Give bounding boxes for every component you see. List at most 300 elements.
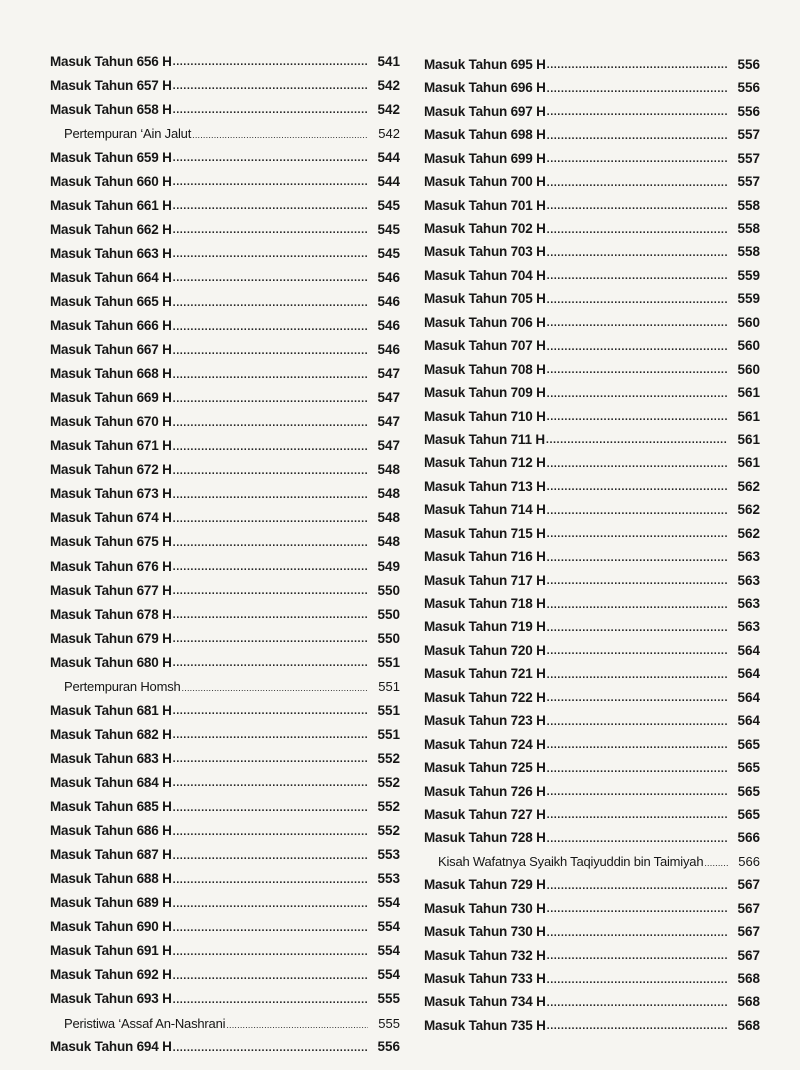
entry-page-number: 556 [737, 56, 760, 72]
toc-entry [424, 236, 760, 259]
entry-title: Masuk Tahun 658 H [50, 101, 172, 117]
toc-left-column [50, 44, 400, 1054]
toc-entry [424, 611, 760, 634]
toc-subentry [50, 1006, 400, 1030]
dot-leader [173, 1043, 368, 1054]
entry-page-number: 565 [737, 783, 760, 799]
entry-page-number: 565 [737, 760, 760, 776]
dot-leader [173, 754, 368, 765]
dot-leader [173, 827, 368, 838]
entry-page-number: 549 [377, 558, 400, 574]
entry-page-number: 555 [377, 991, 400, 1007]
dot-leader [173, 803, 368, 814]
toc-entry [424, 540, 760, 563]
dot-leader [547, 1021, 728, 1032]
toc-entry [424, 704, 760, 727]
toc-entry [424, 868, 760, 891]
entry-title: Masuk Tahun 683 H [50, 750, 172, 766]
entry-page-number: 552 [377, 750, 400, 766]
dot-leader [547, 459, 728, 470]
entry-title: Masuk Tahun 672 H [50, 462, 172, 478]
dot-leader [173, 490, 368, 501]
entry-page-number: 547 [377, 366, 400, 382]
entry-page-number: 546 [377, 269, 400, 285]
entry-title: Masuk Tahun 726 H [424, 783, 546, 799]
entry-page-number: 564 [737, 713, 760, 729]
toc-entry [50, 188, 400, 212]
toc-entry [424, 681, 760, 704]
entry-page-number: 565 [737, 736, 760, 752]
entry-title: Masuk Tahun 689 H [50, 895, 172, 911]
toc-entry [50, 645, 400, 669]
entry-title: Masuk Tahun 710 H [424, 408, 546, 424]
toc-entry [50, 525, 400, 549]
entry-page-number: 559 [737, 291, 760, 307]
dot-leader [173, 778, 368, 789]
dot-leader [547, 764, 728, 775]
dot-leader [173, 538, 368, 549]
entry-title: Masuk Tahun 698 H [424, 127, 546, 143]
entry-title: Masuk Tahun 730 H [424, 924, 546, 940]
entry-page-number: 544 [377, 173, 400, 189]
toc-entry [50, 934, 400, 958]
entry-page-number: 562 [737, 502, 760, 518]
dot-leader [547, 834, 728, 845]
entry-title: Masuk Tahun 723 H [424, 713, 546, 729]
entry-title: Masuk Tahun 665 H [50, 294, 172, 310]
entry-title: Masuk Tahun 721 H [424, 666, 546, 682]
toc-entry [50, 765, 400, 789]
entry-title: Masuk Tahun 674 H [50, 510, 172, 526]
toc-entry [50, 333, 400, 357]
dot-leader [547, 717, 728, 728]
dot-leader [226, 1021, 368, 1030]
entry-page-number: 557 [737, 150, 760, 166]
entry-title: Masuk Tahun 705 H [424, 291, 546, 307]
entry-page-number: 552 [377, 799, 400, 814]
entry-title: Masuk Tahun 703 H [424, 244, 546, 260]
dot-leader [173, 706, 368, 717]
entry-title: Masuk Tahun 729 H [424, 877, 546, 893]
dot-leader [547, 553, 728, 564]
toc-entry [424, 446, 760, 469]
entry-title: Masuk Tahun 700 H [424, 174, 546, 190]
dot-leader [547, 975, 728, 986]
dot-leader [547, 365, 728, 376]
toc-entry [50, 68, 400, 92]
toc-entry [424, 564, 760, 587]
entry-page-number: 564 [737, 642, 760, 658]
entry-page-number: 554 [377, 967, 400, 983]
entry-page-number: 556 [377, 1039, 400, 1055]
entry-title: Masuk Tahun 684 H [50, 774, 172, 790]
entry-page-number: 551 [377, 702, 400, 718]
entry-title: Masuk Tahun 692 H [50, 967, 172, 983]
entry-page-number: 546 [377, 318, 400, 334]
entry-title: Masuk Tahun 685 H [50, 799, 172, 814]
dot-leader [547, 928, 728, 939]
toc-entry [424, 423, 760, 446]
entry-page-number: 548 [377, 486, 400, 502]
dot-leader [547, 389, 728, 400]
entry-page-number: 567 [737, 900, 760, 916]
dot-leader [547, 131, 728, 142]
toc-entry [424, 329, 760, 352]
entry-page-number: 565 [737, 806, 760, 822]
entry-page-number: 568 [737, 971, 760, 986]
entry-title: Kisah Wafatnya Syaikh Taqiyuddin bin Taimiyah [438, 854, 704, 870]
entry-title: Masuk Tahun 702 H [424, 221, 546, 236]
entry-page-number: 541 [377, 53, 400, 69]
entry-page-number: 545 [377, 197, 400, 213]
entry-page-number: 567 [737, 947, 760, 963]
entry-title: Masuk Tahun 678 H [50, 606, 172, 622]
toc-entry [50, 597, 400, 621]
toc-entry [50, 741, 400, 765]
toc-subentry [50, 669, 400, 693]
entry-page-number: 558 [737, 197, 760, 213]
dot-leader [173, 153, 368, 164]
dot-leader [173, 249, 368, 260]
entry-title: Masuk Tahun 661 H [50, 197, 172, 213]
entry-title: Masuk Tahun 695 H [424, 56, 546, 72]
toc-entry [50, 309, 400, 333]
toc-entry [50, 140, 400, 164]
entry-page-number: 542 [377, 101, 400, 117]
entry-title: Masuk Tahun 656 H [50, 53, 172, 69]
entry-title: Masuk Tahun 699 H [424, 150, 546, 166]
dot-leader [173, 466, 368, 477]
entry-page-number: 545 [377, 245, 400, 261]
dot-leader [173, 394, 368, 405]
toc-entry [424, 165, 760, 188]
toc-entry [50, 92, 400, 116]
entry-page-number: 546 [377, 342, 400, 358]
dot-leader [173, 923, 368, 934]
entry-title: Masuk Tahun 709 H [424, 385, 546, 401]
entry-page-number: 558 [737, 244, 760, 260]
toc-entry [424, 939, 760, 962]
entry-page-number: 562 [737, 478, 760, 494]
toc-entry [424, 95, 760, 118]
entry-page-number: 551 [377, 726, 400, 742]
toc-entry [424, 986, 760, 1009]
dot-leader [547, 646, 728, 657]
entry-page-number: 548 [377, 510, 400, 526]
toc-entry [424, 142, 760, 165]
entry-page-number: 563 [737, 619, 760, 635]
dot-leader [547, 248, 728, 259]
dot-leader [547, 271, 728, 282]
entry-page-number: 556 [737, 103, 760, 119]
toc-entry [424, 915, 760, 938]
entry-title: Masuk Tahun 716 H [424, 549, 546, 565]
entry-page-number: 551 [378, 679, 400, 695]
entry-title: Masuk Tahun 663 H [50, 245, 172, 261]
entry-title: Masuk Tahun 724 H [424, 736, 546, 752]
toc-right-column [424, 48, 760, 1032]
entry-title: Masuk Tahun 694 H [50, 1039, 172, 1055]
toc-entry [424, 189, 760, 212]
dot-leader [547, 740, 728, 751]
entry-page-number: 552 [377, 774, 400, 790]
dot-leader [547, 60, 728, 71]
entry-page-number: 548 [377, 462, 400, 478]
entry-page-number: 563 [737, 549, 760, 565]
entry-title: Masuk Tahun 682 H [50, 726, 172, 742]
entry-title: Masuk Tahun 660 H [50, 173, 172, 189]
entry-title: Masuk Tahun 670 H [50, 414, 172, 430]
entry-title: Masuk Tahun 732 H [424, 947, 546, 963]
dot-leader [173, 105, 368, 116]
entry-title: Masuk Tahun 717 H [424, 572, 546, 588]
dot-leader [173, 730, 368, 741]
toc-entry [424, 376, 760, 399]
entry-title: Masuk Tahun 688 H [50, 871, 172, 887]
entry-title: Masuk Tahun 734 H [424, 994, 546, 1010]
toc-entry [424, 48, 760, 71]
entry-title: Masuk Tahun 697 H [424, 103, 546, 119]
entry-page-number: 547 [377, 390, 400, 406]
toc-entry [424, 71, 760, 94]
toc-entry [424, 657, 760, 680]
entry-title: Masuk Tahun 727 H [424, 806, 546, 822]
toc-entry [424, 1009, 760, 1032]
toc-entry [50, 982, 400, 1006]
entry-title: Masuk Tahun 696 H [424, 80, 546, 96]
toc-entry [424, 493, 760, 516]
toc-entry [424, 282, 760, 305]
entry-page-number: 564 [737, 689, 760, 705]
entry-page-number: 563 [737, 572, 760, 588]
dot-leader [547, 506, 728, 517]
dot-leader [173, 562, 368, 573]
dot-leader [173, 514, 368, 525]
dot-leader [547, 107, 728, 118]
toc-entry [50, 1030, 400, 1054]
dot-leader [173, 418, 368, 429]
entry-title: Masuk Tahun 713 H [424, 478, 546, 494]
toc-entry [424, 728, 760, 751]
toc-entry [50, 862, 400, 886]
entry-page-number: 547 [377, 414, 400, 430]
entry-title: Masuk Tahun 693 H [50, 991, 172, 1007]
dot-leader [173, 610, 368, 621]
entry-title: Masuk Tahun 730 H [424, 900, 546, 916]
entry-title: Masuk Tahun 659 H [50, 149, 172, 165]
dot-leader [547, 998, 728, 1009]
toc-entry [424, 962, 760, 985]
dot-leader [546, 435, 728, 446]
entry-title: Masuk Tahun 668 H [50, 366, 172, 382]
dot-leader [547, 576, 728, 587]
dot-leader [547, 600, 728, 611]
toc-entry [50, 886, 400, 910]
dot-leader [547, 881, 728, 892]
entry-title: Masuk Tahun 669 H [50, 390, 172, 406]
entry-page-number: 568 [737, 1017, 760, 1033]
dot-leader [547, 84, 728, 95]
entry-page-number: 560 [737, 338, 760, 354]
dot-leader [547, 904, 728, 915]
entry-page-number: 554 [377, 895, 400, 911]
toc-entry [50, 284, 400, 308]
dot-leader [173, 899, 368, 910]
entry-title: Masuk Tahun 718 H [424, 596, 546, 611]
dot-leader [173, 225, 368, 236]
entry-page-number: 561 [737, 385, 760, 401]
dot-leader [173, 851, 368, 862]
entry-title: Masuk Tahun 673 H [50, 486, 172, 502]
toc-entry [50, 838, 400, 862]
dot-leader [173, 57, 368, 68]
dot-leader [173, 875, 368, 886]
dot-leader [547, 412, 728, 423]
entry-title: Masuk Tahun 687 H [50, 847, 172, 863]
entry-title: Masuk Tahun 733 H [424, 971, 546, 986]
toc-entry [424, 212, 760, 235]
entry-page-number: 567 [737, 924, 760, 940]
entry-page-number: 567 [737, 877, 760, 893]
entry-page-number: 542 [377, 77, 400, 93]
entry-title: Pertempuran Homsh [64, 679, 181, 695]
toc-entry [424, 306, 760, 329]
toc-entry [50, 477, 400, 501]
entry-page-number: 550 [377, 606, 400, 622]
toc-entry [50, 164, 400, 188]
entry-page-number: 542 [378, 126, 400, 142]
entry-page-number: 553 [377, 871, 400, 887]
dot-leader [547, 154, 728, 165]
toc-entry [50, 260, 400, 284]
dot-leader [173, 370, 368, 381]
entry-page-number: 568 [737, 994, 760, 1010]
entry-title: Masuk Tahun 708 H [424, 361, 546, 377]
toc-entry [50, 212, 400, 236]
entry-title: Masuk Tahun 666 H [50, 318, 172, 334]
dot-leader [173, 177, 368, 188]
entry-page-number: 560 [737, 314, 760, 330]
dot-leader [173, 322, 368, 333]
dot-leader [173, 658, 368, 669]
entry-page-number: 559 [737, 267, 760, 283]
entry-title: Masuk Tahun 714 H [424, 502, 546, 518]
entry-title: Masuk Tahun 735 H [424, 1017, 546, 1033]
dot-leader [547, 951, 728, 962]
entry-page-number: 555 [378, 1015, 400, 1031]
entry-page-number: 550 [377, 582, 400, 598]
dot-leader [547, 693, 728, 704]
toc-entry [424, 353, 760, 376]
entry-page-number: 566 [737, 830, 760, 846]
entry-title: Masuk Tahun 719 H [424, 619, 546, 635]
dot-leader [547, 810, 728, 821]
dot-leader [173, 201, 368, 212]
toc-entry [424, 775, 760, 798]
entry-title: Masuk Tahun 675 H [50, 534, 172, 550]
entry-page-number: 548 [377, 534, 400, 550]
entry-page-number: 561 [737, 408, 760, 424]
toc-entry [50, 621, 400, 645]
entry-page-number: 556 [737, 80, 760, 96]
entry-title: Masuk Tahun 722 H [424, 689, 546, 705]
entry-title: Masuk Tahun 681 H [50, 702, 172, 718]
entry-title: Masuk Tahun 671 H [50, 438, 172, 454]
toc-entry [50, 357, 400, 381]
dot-leader [173, 971, 368, 982]
toc-entry [50, 693, 400, 717]
entry-title: Masuk Tahun 712 H [424, 455, 546, 471]
dot-leader [173, 273, 368, 284]
dot-leader [547, 201, 728, 212]
toc-entry [424, 821, 760, 844]
entry-title: Masuk Tahun 667 H [50, 342, 172, 358]
toc-entry [424, 517, 760, 540]
dot-leader [547, 787, 728, 798]
toc-entry [50, 429, 400, 453]
dot-leader [173, 634, 368, 645]
entry-title: Masuk Tahun 677 H [50, 582, 172, 598]
toc-entry [424, 798, 760, 821]
dot-leader [173, 81, 368, 92]
entry-page-number: 561 [737, 455, 760, 471]
dot-leader [173, 586, 368, 597]
dot-leader [547, 318, 728, 329]
entry-title: Masuk Tahun 676 H [50, 558, 172, 574]
entry-title: Masuk Tahun 679 H [50, 630, 172, 646]
entry-page-number: 545 [377, 221, 400, 237]
dot-leader [547, 342, 728, 353]
dot-leader [192, 131, 368, 140]
dot-leader [173, 947, 368, 958]
toc-entry [50, 453, 400, 477]
entry-title: Masuk Tahun 686 H [50, 823, 172, 839]
toc-entry [50, 573, 400, 597]
dot-leader [173, 442, 368, 453]
entry-page-number: 546 [377, 294, 400, 310]
entry-title: Masuk Tahun 706 H [424, 314, 546, 330]
entry-page-number: 558 [737, 221, 760, 236]
toc-entry [424, 400, 760, 423]
entry-page-number: 561 [737, 431, 760, 447]
entry-title: Masuk Tahun 720 H [424, 642, 546, 658]
entry-page-number: 551 [377, 654, 400, 670]
toc-entry [424, 259, 760, 282]
toc-entry [424, 587, 760, 610]
entry-title: Masuk Tahun 704 H [424, 267, 546, 283]
entry-page-number: 552 [377, 823, 400, 839]
entry-page-number: 560 [737, 361, 760, 377]
entry-page-number: 563 [737, 596, 760, 611]
toc-entry [50, 958, 400, 982]
entry-title: Masuk Tahun 728 H [424, 830, 546, 846]
entry-page-number: 554 [377, 943, 400, 959]
entry-title: Masuk Tahun 690 H [50, 919, 172, 935]
entry-title: Masuk Tahun 701 H [424, 197, 546, 213]
toc-entry [424, 470, 760, 493]
entry-page-number: 564 [737, 666, 760, 682]
toc-subentry [50, 116, 400, 140]
entry-page-number: 566 [738, 854, 760, 870]
dot-leader [547, 482, 728, 493]
entry-title: Masuk Tahun 662 H [50, 221, 172, 237]
toc-entry [50, 501, 400, 525]
entry-page-number: 562 [737, 525, 760, 541]
entry-title: Masuk Tahun 707 H [424, 338, 546, 354]
dot-leader [547, 178, 728, 189]
entry-title: Masuk Tahun 725 H [424, 760, 546, 776]
entry-title: Masuk Tahun 657 H [50, 77, 172, 93]
